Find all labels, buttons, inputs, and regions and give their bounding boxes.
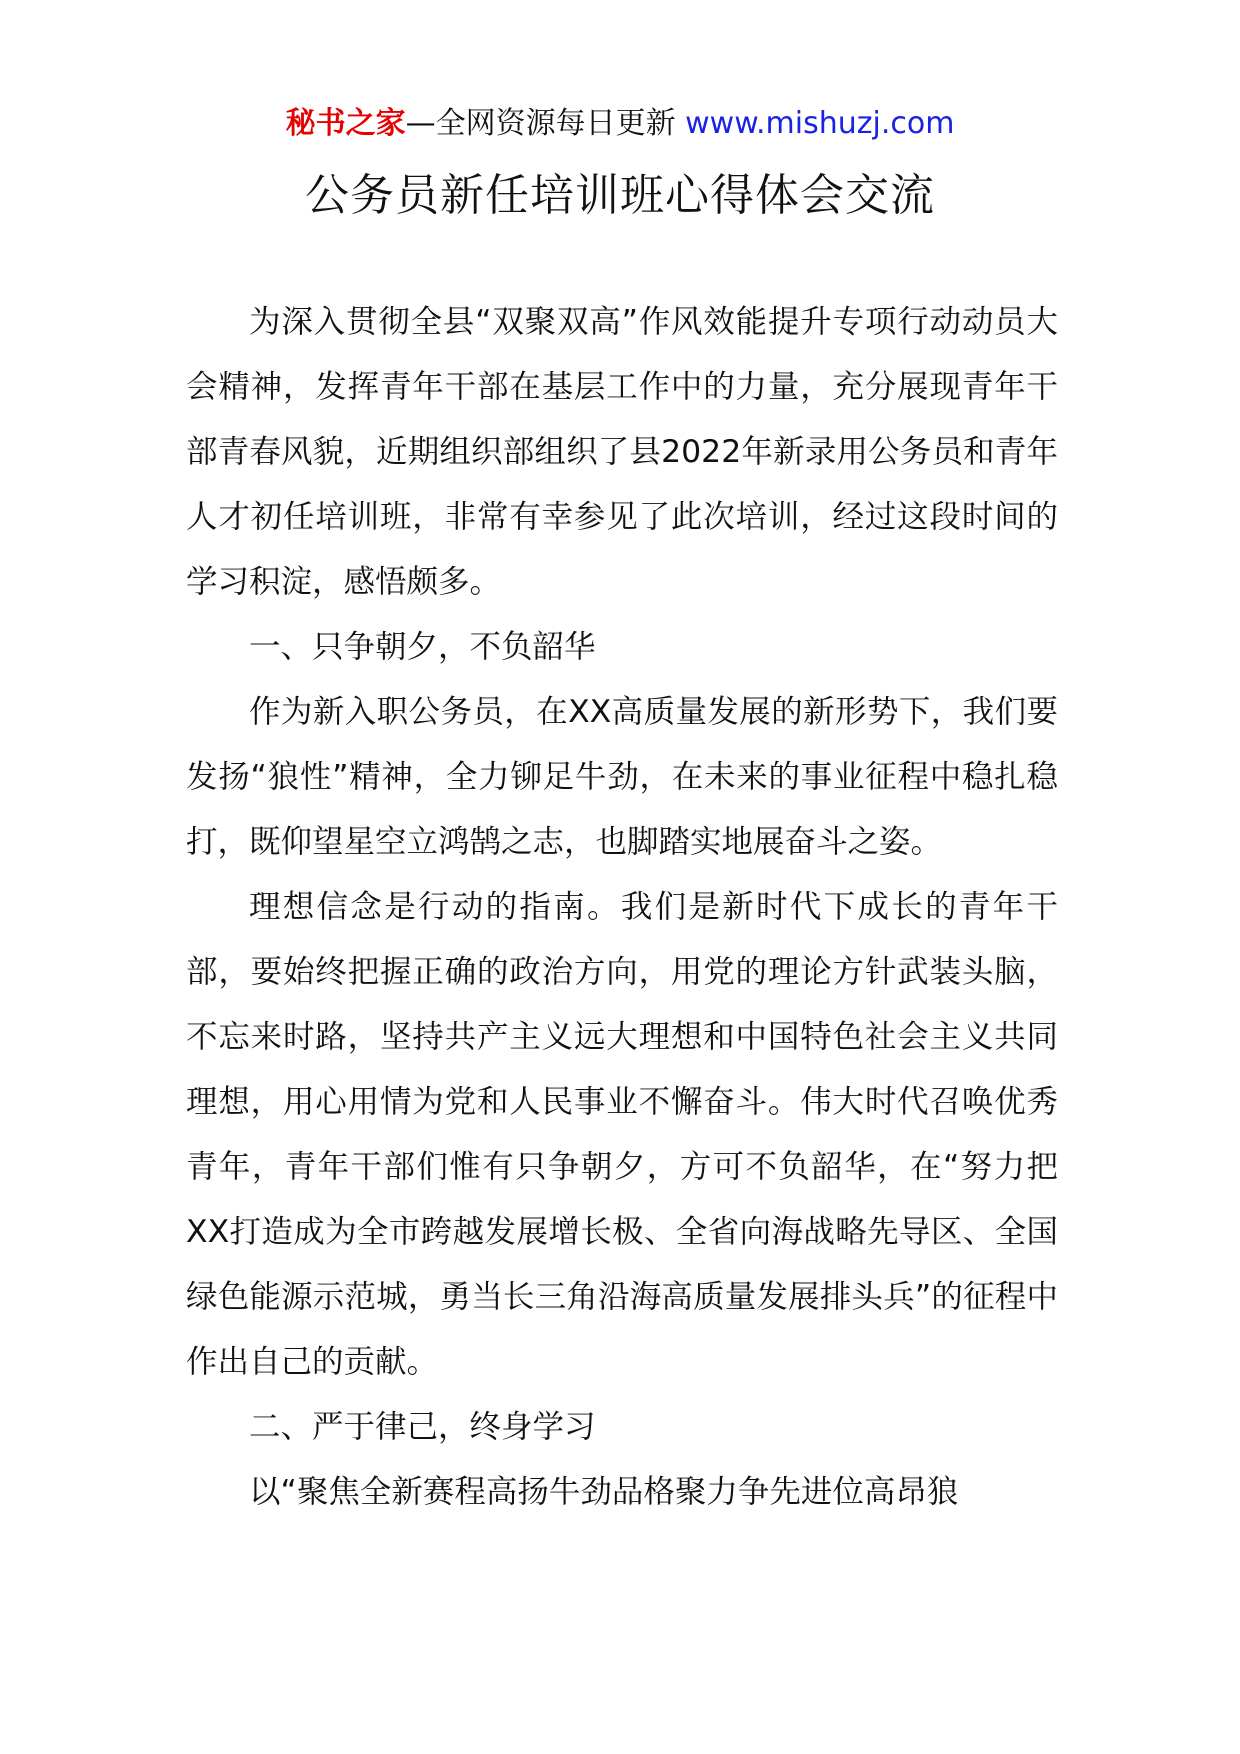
paragraph-intro: 为深入贯彻全县“双聚双高”作风效能提升专项行动动员大会精神，发挥青年干部在基层工作中的力量，充分展现青年干部青春风貌，近期组织部组织了县2022年新录用公务员和青年人才初任培训班，非常有幸参见了此次培训，经过这段时间的学习积淀，感悟颇多。 [186,304,1058,600]
site-url-link[interactable]: www.mishuzj.com [685,106,955,141]
document-title: 公务员新任培训班心得体会交流 [305,170,935,221]
paragraph-section-1b: 理想信念是行动的指南。我们是新时代下成长的青年干部，要始终把握正确的政治方向，用党的理论方针武装头脑，不忘来时路，坚持共产主义远大理想和中国特色社会主义共同理想，用心用情为党和人民事业不懈奋斗。伟大时代召唤优秀青年，青年干部们惟有只争朝夕，方可不负韶华，在“努力把XX打造成为全市跨越发展增长极、全省向海战略先导区、全国绿色能源示范城，勇当长三角沿海高质量发展排头兵”的征程中作出自己的贡献。 [186,889,1058,1380]
site-tagline: —全网资源每日更新 [405,106,686,141]
document-body [186,290,1058,1525]
site-brand: 秘书之家 [285,106,406,141]
paragraph-section-1a: 作为新入职公务员，在XX高质量发展的新形势下，我们要发扬“狼性”精神，全力铆足牛劲，在未来的事业征程中稳扎稳打，既仰望星空立鸿鹄之志，也脚踏实地展奋斗之姿。 [186,694,1058,860]
section-heading-1: 一、只争朝夕，不负韶华 [249,629,596,665]
paragraph-section-2a: 以“聚焦全新赛程高扬牛劲品格聚力争先进位高昂狼 [249,1474,959,1510]
section-heading-2: 二、严于律己，终身学习 [249,1409,596,1445]
site-header [0,100,1240,148]
